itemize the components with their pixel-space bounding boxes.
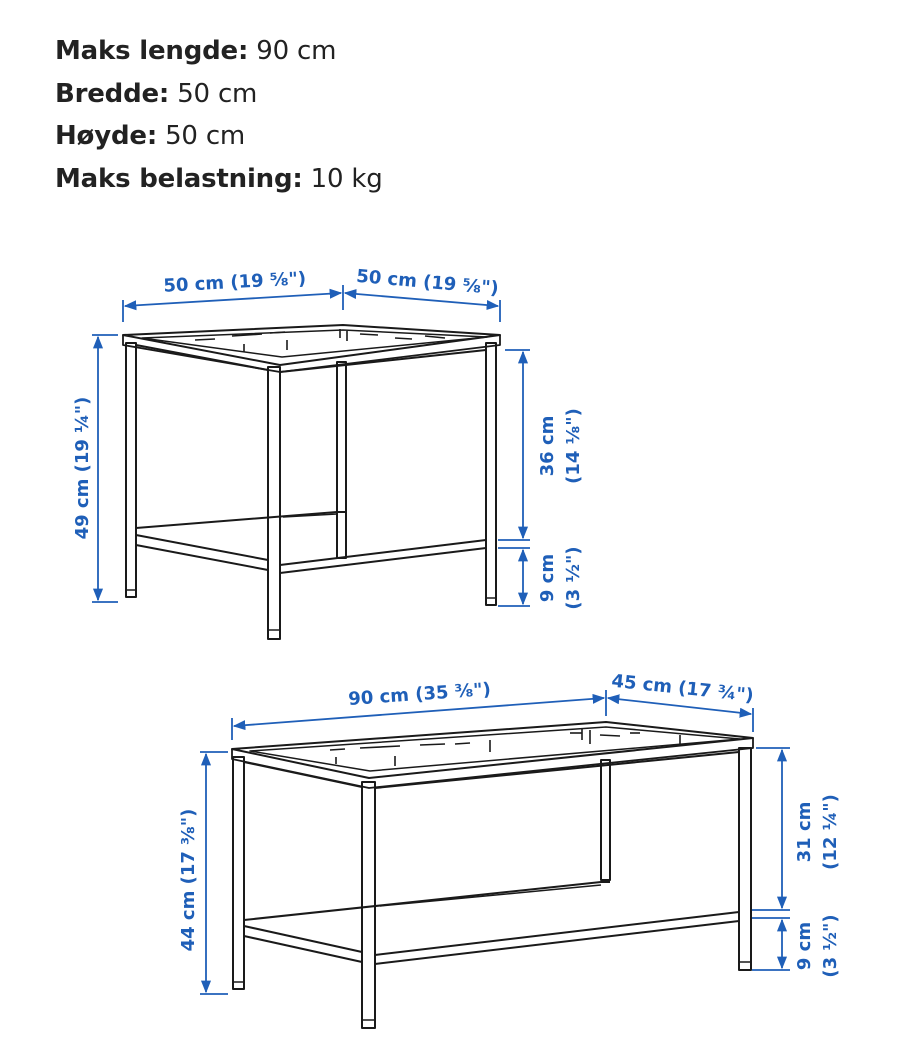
large-shelf-gap-label-line1: 31 cm [794, 801, 815, 863]
spec-label: Bredde: [55, 78, 170, 109]
spec-label: Maks belastning: [55, 163, 303, 194]
small-table-legs [126, 343, 496, 639]
small-width-front-dim-line [125, 293, 341, 306]
large-height-label: 44 cm (17 ⅜") [178, 808, 199, 952]
spec-label: Høyde: [55, 121, 158, 151]
spec-value: 90 cm [256, 36, 337, 66]
small-table-leg-front [268, 367, 280, 639]
small-shelf-height-label-line1: 9 cm [537, 553, 558, 603]
small-shelf-gap-label-line2: (14 ⅛") [563, 408, 584, 484]
small-width-side-label: 50 cm (19 ⅝") [355, 265, 500, 300]
large-table-leg-front [362, 782, 375, 1028]
small-table-leg-right [486, 343, 496, 605]
small-height-label: 49 cm (19 ¼") [72, 396, 93, 540]
spec-value: 10 kg [310, 163, 383, 194]
small-shelf-gap-label-line1: 36 cm [537, 415, 558, 477]
large-shelf-height-label-line2: (3 ½") [820, 914, 841, 978]
large-table-shelf [244, 882, 739, 964]
small-shelf-height-label-line2: (3 ½") [563, 546, 584, 610]
spec-value: 50 cm [165, 121, 246, 151]
small-width-front-label: 50 cm (19 ⅝") [162, 268, 307, 297]
large-table-drawing [232, 722, 753, 1028]
small-table-shelf [136, 512, 486, 573]
large-depth-label: 45 cm (17 ¾") [610, 670, 755, 707]
large-table-top-outline [232, 722, 753, 778]
spec-value: 50 cm [177, 78, 258, 109]
large-table-legs [233, 748, 751, 1028]
large-table-leg-back [601, 760, 610, 880]
small-table-drawing [123, 325, 500, 639]
large-length-label: 90 cm (35 ⅜") [347, 679, 492, 710]
large-table-leg-right [739, 748, 751, 970]
spec-label: Maks lengde: [55, 36, 249, 66]
small-table-leg-left [126, 343, 136, 597]
large-shelf-gap-label-line2: (12 ¼") [820, 794, 841, 870]
large-table-leg-left [233, 757, 244, 989]
small-table-leg-back [337, 362, 346, 558]
large-shelf-height-label-line1: 9 cm [794, 921, 815, 971]
